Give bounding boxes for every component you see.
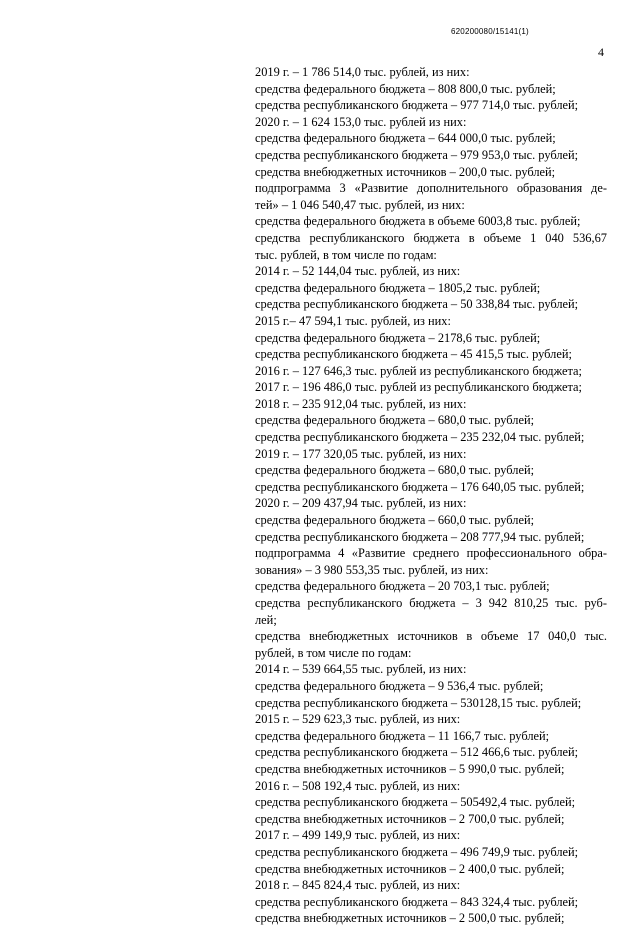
text-line: средства республиканского бюджета – 977 714,0 тыс. рублей;	[255, 98, 579, 113]
text-line: средства федерального бюджета – 680,0 тыс. рублей;	[255, 413, 535, 428]
text-line: средства федерального бюджета – 20 703,1 тыс. рублей;	[255, 579, 550, 594]
text-line: лей;	[255, 612, 277, 627]
text-line: средства федерального бюджета – 680,0 тыс. рублей;	[255, 463, 535, 478]
text-line: средства федерального бюджета – 644 000,0 тыс. рублей;	[255, 131, 556, 146]
text-line: 2016 г. – 127 646,3 тыс. рублей из республиканского бюджета;	[255, 363, 582, 378]
text-line: 2019 г. – 1 786 514,0 тыс. рублей, из них:	[255, 65, 470, 79]
text-line: средства республиканского бюджета в объеме 1 040 536,67	[255, 230, 607, 245]
text-line: средства республиканского бюджета – 530128,15 тыс. рублей;	[255, 695, 582, 710]
text-line: средства республиканского бюджета – 505492,4 тыс. рублей;	[255, 795, 576, 810]
page-number: 4	[598, 45, 604, 59]
text-line: 2018 г. – 235 912,04 тыс. рублей, из них:	[255, 396, 467, 411]
text-line: средства внебюджетных источников – 2 500,0 тыс. рублей;	[255, 911, 565, 926]
text-line: средства республиканского бюджета – 512 466,6 тыс. рублей;	[255, 745, 579, 760]
text-line: средства республиканского бюджета – 50 338,84 тыс. рублей;	[255, 297, 579, 312]
text-line: средства внебюджетных источников – 200,0 тыс. рублей;	[255, 164, 556, 179]
text-line: подпрограмма 4 «Развитие среднего профессионального обра-	[255, 546, 607, 561]
text-line: 2018 г. – 845 824,4 тыс. рублей, из них:	[255, 878, 461, 893]
document-id: 620200080/15141(1)	[451, 27, 529, 36]
text-line: тей» – 1 046 540,47 тыс. рублей, из них:	[255, 197, 465, 212]
text-line: 2016 г. – 508 192,4 тыс. рублей, из них:	[255, 778, 461, 793]
text-line: 2017 г. – 499 149,9 тыс. рублей, из них:	[255, 828, 461, 843]
text-line: средства внебюджетных источников – 5 990,0 тыс. рублей;	[255, 761, 565, 776]
text-line: средства республиканского бюджета – 235 232,04 тыс. рублей;	[255, 430, 585, 445]
text-line: средства республиканского бюджета – 176 640,05 тыс. рублей;	[255, 479, 585, 494]
document-body	[255, 64, 607, 927]
text-line: зования» – 3 980 553,35 тыс. рублей, из них:	[255, 562, 489, 577]
text-line: 2017 г. – 196 486,0 тыс. рублей из республиканского бюджета;	[255, 380, 582, 395]
text-line: средства федерального бюджета – 11 166,7 тыс. рублей;	[255, 728, 550, 743]
text-line: 2019 г. – 177 320,05 тыс. рублей, из них:	[255, 446, 467, 461]
text-line: 2014 г. – 52 144,04 тыс. рублей, из них:	[255, 264, 461, 279]
text-line: подпрограмма 3 «Развитие дополнительного образования де-	[255, 181, 607, 196]
text-line: средства федерального бюджета – 808 800,0 тыс. рублей;	[255, 81, 556, 96]
text-line: средства республиканского бюджета – 3 942 810,25 тыс. руб-	[255, 596, 607, 610]
text-line: средства федерального бюджета – 2178,6 тыс. рублей;	[255, 330, 541, 345]
text-line: рублей, в том числе по годам:	[255, 645, 412, 660]
text-line: средства федерального бюджета – 660,0 тыс. рублей;	[255, 513, 535, 528]
text-line: средства внебюджетных источников – 2 400,0 тыс. рублей;	[255, 861, 565, 876]
text-line: средства республиканского бюджета – 979 953,0 тыс. рублей;	[255, 147, 579, 162]
text-line: 2020 г. – 1 624 153,0 тыс. рублей из них:	[255, 114, 467, 129]
text-line: средства федерального бюджета – 9 536,4 тыс. рублей;	[255, 678, 544, 693]
text-line: средства внебюджетных источников – 2 700,0 тыс. рублей;	[255, 811, 565, 826]
text-line: средства республиканского бюджета – 208 777,94 тыс. рублей;	[255, 529, 585, 544]
text-line: 2020 г. – 209 437,94 тыс. рублей, из них:	[255, 496, 467, 511]
text-line: 2015 г.– 47 594,1 тыс. рублей, из них:	[255, 313, 451, 328]
text-line: средства федерального бюджета – 1805,2 тыс. рублей;	[255, 280, 541, 295]
text-line: 2014 г. – 539 664,55 тыс. рублей, из них:	[255, 662, 467, 677]
text-line: средства федерального бюджета в объеме 6003,8 тыс. рублей;	[255, 214, 581, 229]
text-line: средства республиканского бюджета – 843 324,4 тыс. рублей;	[255, 894, 579, 909]
text-line: средства республиканского бюджета – 45 415,5 тыс. рублей;	[255, 347, 572, 362]
text-line: средства республиканского бюджета – 496 749,9 тыс. рублей;	[255, 844, 579, 859]
text-line: средства внебюджетных источников в объеме 17 040,0 тыс.	[255, 629, 607, 644]
text-line: тыс. рублей, в том числе по годам:	[255, 247, 437, 262]
text-line: 2015 г. – 529 623,3 тыс. рублей, из них:	[255, 712, 461, 727]
